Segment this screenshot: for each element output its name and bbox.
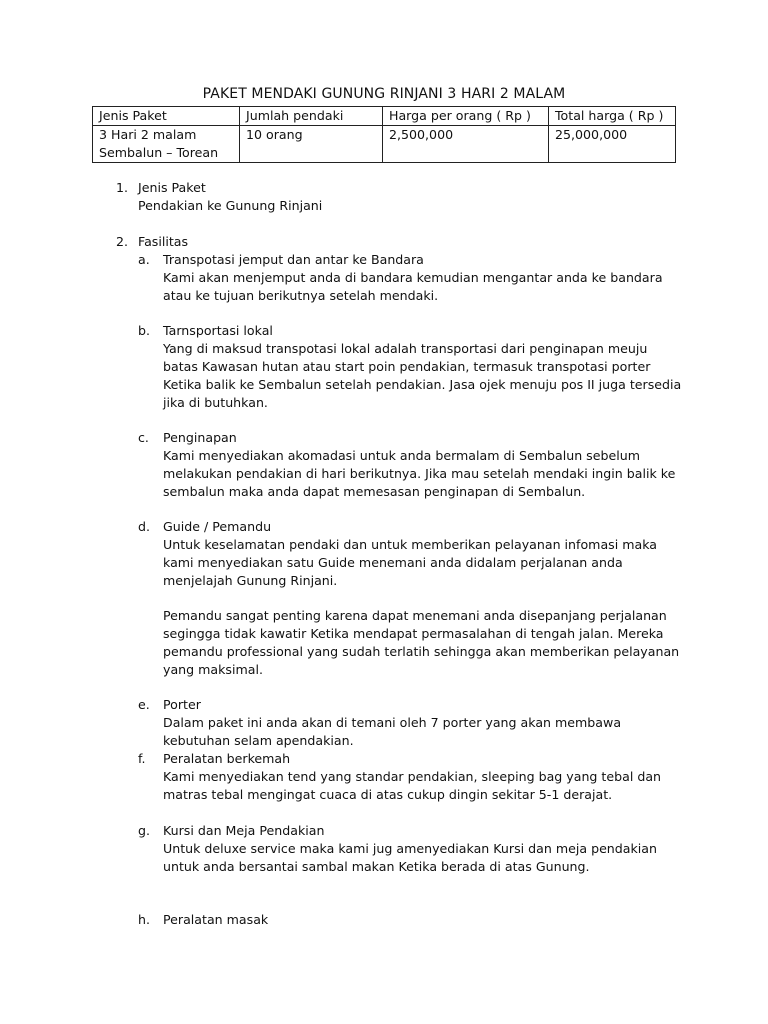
item-line: Kami menyediakan akomadasi untuk anda bermalam di Sembalun sebelum [163, 448, 640, 463]
item-line: matras tebal mengingat cuaca di atas cukup dingin sekitar 5-1 derajat. [163, 787, 613, 802]
item-line: Dalam paket ini anda akan di temani oleh 7 porter yang akan membawa [163, 715, 622, 730]
cell-jenis-line2: Sembalun – Torean [99, 145, 219, 160]
cell-jumlah: 10 orang [240, 126, 383, 163]
cell-jenis-paket [93, 126, 240, 163]
item-line: Ketika balik ke Sembalun setelah pendakian. Jasa ojek menuju pos II juga tersedia [163, 377, 682, 392]
item-title: Peralatan berkemah [163, 751, 291, 766]
item-line: Untuk keselamatan pendaki dan untuk memberikan pelayanan infomasi maka [163, 537, 657, 552]
item-line: Kami akan menjemput anda di bandara kemudian mengantar anda ke bandara [163, 270, 663, 285]
item-line: segingga tidak kawatir Ketika mendapat permasalahan di tengah jalan. Mereka [163, 626, 664, 641]
header-jenis-paket: Jenis Paket [93, 107, 240, 126]
section-number: 2. [116, 234, 129, 249]
item-title: Peralatan masak [163, 912, 269, 927]
item-line: jika di butuhkan. [163, 395, 268, 410]
item-line: sembalun maka anda dapat memesasan penginapan di Sembalun. [163, 484, 586, 499]
item-title: Kursi dan Meja Pendakian [163, 823, 325, 838]
item-letter: e. [138, 697, 150, 712]
item-line: kebutuhan selam apendakian. [163, 733, 354, 748]
item-line: menjelajah Gunung Rinjani. [163, 573, 338, 588]
item-letter: h. [138, 912, 150, 927]
item-line: pemandu professional yang sudah terlatih sehingga akan memberikan pelayanan [163, 644, 680, 659]
header-total-harga: Total harga ( Rp ) [549, 107, 676, 126]
cell-total: 25,000,000 [549, 126, 676, 163]
cell-jenis-line1: 3 Hari 2 malam [99, 127, 197, 142]
section-number: 1. [116, 180, 129, 195]
page-title: PAKET MENDAKI GUNUNG RINJANI 3 HARI 2 MALAM [202, 86, 566, 102]
item-title: Porter [163, 697, 201, 712]
package-table [92, 106, 676, 163]
item-line: untuk anda bersantai sambal makan Ketika berada di atas Gunung. [163, 859, 590, 874]
header-harga-per-orang: Harga per orang ( Rp ) [383, 107, 549, 126]
section-line: Pendakian ke Gunung Rinjani [138, 198, 323, 213]
item-letter: d. [138, 519, 150, 534]
item-title: Guide / Pemandu [163, 519, 272, 534]
item-title: Tarnsportasi lokal [163, 323, 273, 338]
item-line: Pemandu sangat penting karena dapat menemani anda disepanjang perjalanan [163, 608, 667, 623]
item-letter: b. [138, 323, 150, 338]
item-title: Transpotasi jemput dan antar ke Bandara [163, 252, 424, 267]
item-line: Untuk deluxe service maka kami jug amenyediakan Kursi dan meja pendakian [163, 841, 657, 856]
section-title: Fasilitas [138, 234, 189, 249]
item-line: yang maksimal. [163, 662, 263, 677]
item-letter: g. [138, 823, 150, 838]
item-title: Penginapan [163, 430, 237, 445]
item-letter: a. [138, 252, 150, 267]
item-line: Kami menyediakan tend yang standar pendakian, sleeping bag yang tebal dan [163, 769, 662, 784]
item-line: batas Kawasan hutan atau start poin pendakian, termasuk transpotasi porter [163, 359, 651, 374]
table-row [93, 126, 676, 163]
item-letter: f. [138, 751, 146, 766]
item-line: atau ke tujuan berikutnya setelah mendaki. [163, 288, 439, 303]
header-jumlah-pendaki: Jumlah pendaki [240, 107, 383, 126]
section-title: Jenis Paket [138, 180, 206, 195]
cell-harga: 2,500,000 [383, 126, 549, 163]
item-letter: c. [138, 430, 149, 445]
item-line: melakukan pendakian di hari berikutnya. Jika mau setelah mendaki ingin balik ke [163, 466, 676, 481]
item-line: Yang di maksud transpotasi lokal adalah transportasi dari penginapan meuju [163, 341, 648, 356]
table-header-row [93, 107, 676, 126]
item-line: kami menyediakan satu Guide menemani anda didalam perjalanan anda [163, 555, 623, 570]
